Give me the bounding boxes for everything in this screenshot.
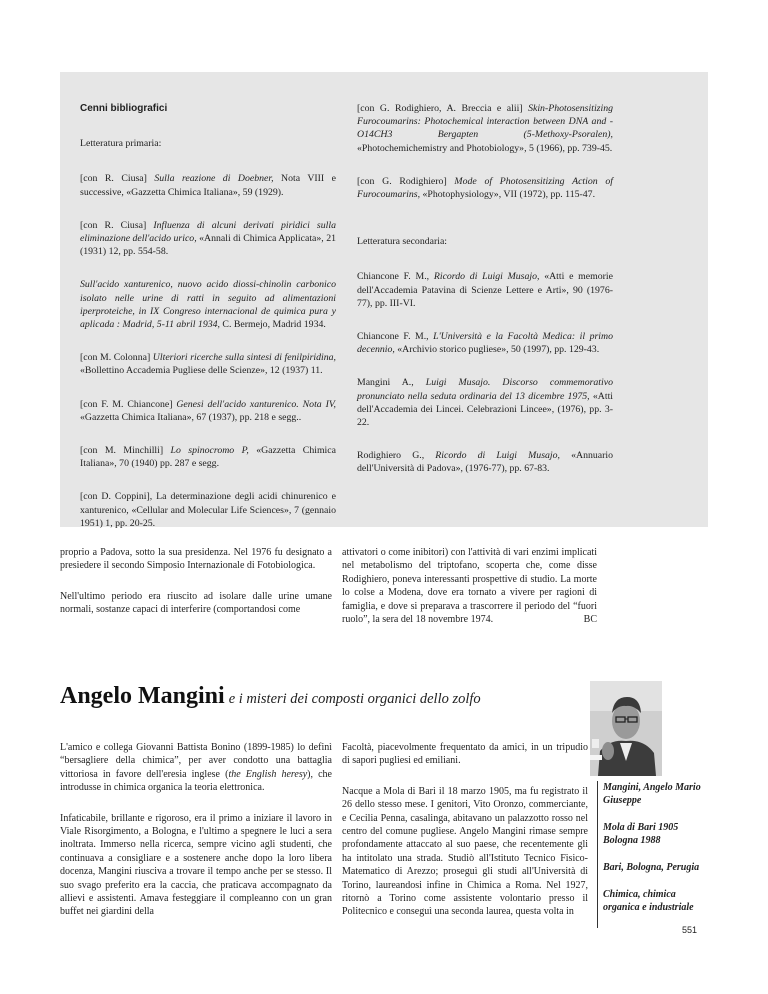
bibliography-entry: [con R. Ciusa] Sulla reazione di Doebner, Nota VIII e successive, «Gazzetta Chimica Italiana», 59 (1929). [80,173,336,198]
page-number: 551 [682,925,698,935]
sidebar-full-name: Mangini, Angelo Mario Giuseppe [603,782,701,806]
bibliography-entry: [con F. M. Chiancone] Genesi dell'acido xanturenico. Nota IV, «Gazzetta Chimica Italiana», 67 (1937), pp. 218 e segg.. [80,398,336,423]
bibliography-entry: [con D. Coppini], La determinazione degli acidi chinurenico e xanturenico, «Cellular and Molecular Life Sciences», 7 (gennaio 1951) 1, pp. 20-25. [80,491,336,529]
sidebar-places: Bari, Bologna, Perugia [603,862,700,873]
article-subtitle: e i misteri dei composti organici dello zolfo [228,691,481,707]
article-left-column [60,741,332,936]
bibliography-box [60,72,708,527]
article-title [60,683,481,710]
sidebar-birth-death: Mola di Bari 1905 Bologna 1988 [603,822,679,846]
bibliography-entry: [con G. Rodighiero, A. Breccia e alii] Skin-Photosensitizing Furocoumarins: Photochemical interaction between DNA and -O14CH3 Bergapten (5-Methoxy-Psoralen), «Photochemichemistry and Photobiology», 5 (1966), pp. 739-45. [357,103,613,154]
previous-article-left-column [60,546,332,634]
paragraph: Nell'ultimo periodo era riuscito ad isolare dalle urine umane normali, sostanze capaci di interferire (comportandosi come [60,590,332,616]
article-title-name: Angelo Mangini [60,683,225,709]
bibliography-entry: Chiancone F. M., L'Università e la Facoltà Medica: il primo decennio, «Archivio storico pugliese», 50 (1997), pp. 129-43. [357,331,614,356]
bibliography-entry: [con G. Rodighiero] Mode of Photosensitizing Action of Furocoumarins, «Photophysiology», VII (1972), pp. 115-47. [357,175,613,201]
bibliography-entry: Sull'acido xanturenico, nuovo acido diossi-chinolin carbonico isolato nelle urine di ratti in seguito ad alimentazioni iperproteiche, in IX Congreso internacional de quimica pura y aplicada : Madrid, 5-11 abril 1934, C. Bermejo, Madrid 1934. [80,279,336,331]
bibliography-entry: Mangini A., Luigi Musajo. Discorso commemorativo pronunciato nella seduta ordinaria del 13 dicembre 1975, «Atti dell'Accademia dei Lincei. Celebrazioni Lincee», (1976), pp. 3-22. [357,377,614,429]
paragraph: Nacque a Mola di Bari il 18 marzo 1905, ma fu registrato il 26 dello stesso mese. I genitori, Vito Oronzo, commerciante, e Cecilia Penna, casalinga, abitavano un palazzotto rosso nel centro del comune pugliese. Angelo Mangini rimase sempre profondamente attaccato al suo paese, che recentemente gli ha intitolato una strada. Studiò all'Istituto Tecnico Fisico-Matematico di Arezzo; proseguì gli studi all'Università di Torino, laureandosi infine in Chimica a Roma. Nel 1927, ritornò a Torino come assistente volontario presso il Politecnico e conseguì una seconda laurea, questa volta in [342,785,588,918]
author-signature: BC [583,614,597,626]
sidebar-fields: Chimica, chimica organica e industriale [603,889,694,913]
paragraph: proprio a Padova, sotto la sua presidenza. Nel 1976 fu designato a presiedere il secondo Simposio Internazionale di Fotobiologica. [60,547,332,572]
biography-sidebar [597,781,713,928]
paragraph: Facoltà, piacevolmente frequentato da amici, in un tripudio di sapori pugliesi ed emiliani. [342,742,588,767]
bibliography-right-column [357,102,613,496]
paragraph: Infaticabile, brillante e rigoroso, era il primo a iniziare il lavoro in Viale Risorgimento, a Bologna, e l'ultimo a spegnere le luci a sera inoltrata. Immerso nella ricerca, sempre vicino agli studenti, che continuava a consigliare e a sostenere anche dopo la loro libera docenza, Mangini riusciva a trovare il tempo anche per se stesso. Il suo svago preferito era la caccia, che praticava accompagnato da allievi e assistenti. Amava festeggiare il compleanno con un gran buffet nei giardini della [60,812,332,918]
primary-literature-label: Letteratura primaria: [80,138,162,150]
bibliography-entry: [con R. Ciusa] Influenza di alcuni derivati piridici sulla eliminazione dell'acido urico, «Annali di Chimica Applicata», 21 (1931) 12, pp. 554-58. [80,219,336,258]
bibliography-entry: [con M. Colonna] Ulteriori ricerche sulla sintesi di fenilpiridina, «Bollettino Accademia Pugliese delle Scienze», 12 (1937) 11. [80,352,336,377]
previous-article-right-column [342,546,597,643]
bibliography-entry: Rodighiero G., Ricordo di Luigi Musajo, «Annuario dell'Università di Padova», (1976-77), pp. 67-83. [357,450,613,475]
paragraph: L'amico e collega Giovanni Battista Bonino (1899-1985) lo definì “bersagliere della chimica”, per aver condotto una battaglia vittoriosa in favore dell'eresia inglese (the English heresy), che introdusse in chimica organica la teoria elettronica. [60,742,332,794]
bibliography-left-column [80,102,336,550]
secondary-literature-label: Letteratura secondaria: [357,236,448,248]
article-right-column [342,741,588,936]
bibliography-heading: Cenni bibliografici [80,103,168,114]
bibliography-entry: [con M. Minchilli] Lo spinocromo P, «Gazzetta Chimica Italiana», 70 (1940) pp. 287 e segg. [80,445,336,470]
paragraph: attivatori o come inibitori) con l'attività di vari enzimi implicati nel metabolismo del triptofano, scoperta che, come disse Rodighiero, poneva interessanti prospettive di studio. La morte lo colse a Modena, dove era tornato a vivere per ragioni di famiglia, e dove si preparava a trascorrere il periodo del “fuori ruolo”, la sera del 18 novembre 1974. BC [342,547,597,626]
portrait-photo [590,681,662,776]
portrait-illustration [590,681,662,776]
bibliography-entry: Chiancone F. M., Ricordo di Luigi Musajo, «Atti e memorie dell'Accademia Patavina di Scienze Lettere e Arti», 90 (1976-77), pp. III-VI. [357,271,613,309]
